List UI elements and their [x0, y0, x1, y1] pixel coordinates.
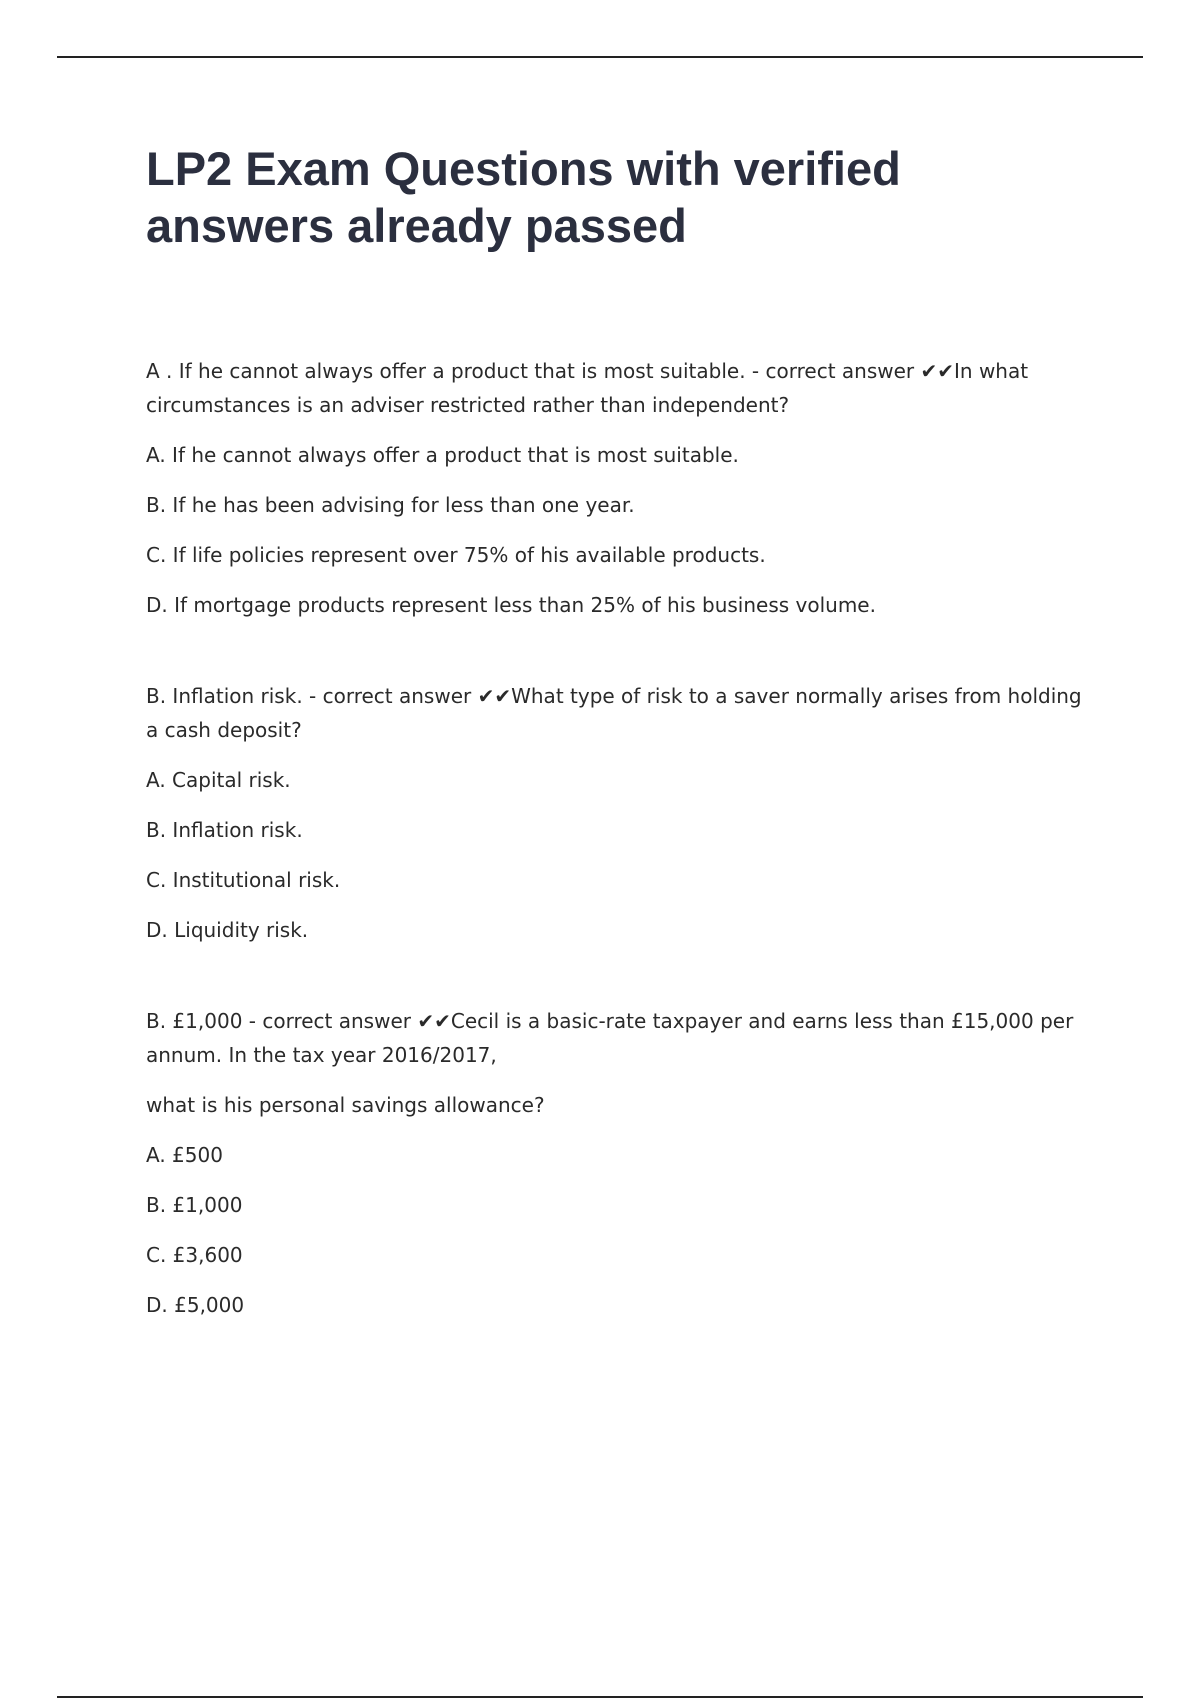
option-item: D. If mortgage products represent less than 25% of his business volume. — [146, 593, 876, 617]
question-text: What type of risk to a saver normally arises from holding a cash deposit? — [146, 684, 1082, 742]
checkmark-icon: ✔✔ — [477, 684, 512, 708]
checkmark-icon: ✔✔ — [417, 1009, 451, 1033]
option-item: C. Institutional risk. — [146, 868, 341, 892]
correct-answer-separator: - correct answer — [302, 684, 478, 708]
correct-answer-separator: - correct answer — [242, 1009, 418, 1033]
correct-answer-text: B. Inflation risk. — [146, 684, 303, 708]
correct-answer-text: B. £1,000 — [146, 1009, 243, 1033]
correct-answer-text: A . If he cannot always offer a product that is most suitable. — [146, 359, 746, 383]
option-item: C. £3,600 — [146, 1243, 243, 1267]
option-item: C. If life policies represent over 75% of his available products. — [146, 543, 766, 567]
option-item: D. Liquidity risk. — [146, 918, 309, 942]
question-text: In what circumstances is an adviser restricted rather than independent? — [146, 359, 1029, 417]
top-divider — [57, 56, 1143, 58]
document-title: LP2 Exam Questions with verified answers already passed — [146, 142, 901, 252]
question-block — [146, 679, 1096, 947]
correct-answer-separator: - correct answer — [745, 359, 921, 383]
question-continuation: what is his personal savings allowance? — [146, 1093, 545, 1117]
option-item: A. £500 — [146, 1143, 223, 1167]
question-list — [146, 354, 1096, 1379]
answer-line — [146, 679, 1096, 747]
question-block — [146, 1004, 1096, 1322]
option-item: B. If he has been advising for less than one year. — [146, 493, 635, 517]
option-item: D. £5,000 — [146, 1293, 245, 1317]
bottom-divider — [57, 1696, 1143, 1698]
question-block — [146, 354, 1096, 622]
question-text: Cecil is a basic-rate taxpayer and earns less than £15,000 per annum. In the tax year 2016/2017, — [146, 1009, 1074, 1067]
option-item: A. Capital risk. — [146, 768, 291, 792]
option-item: B. £1,000 — [146, 1193, 243, 1217]
answer-line — [146, 1004, 1096, 1072]
checkmark-icon: ✔✔ — [920, 359, 955, 383]
answer-line — [146, 354, 1096, 422]
option-item: B. Inflation risk. — [146, 818, 303, 842]
option-item: A. If he cannot always offer a product that is most suitable. — [146, 443, 739, 467]
